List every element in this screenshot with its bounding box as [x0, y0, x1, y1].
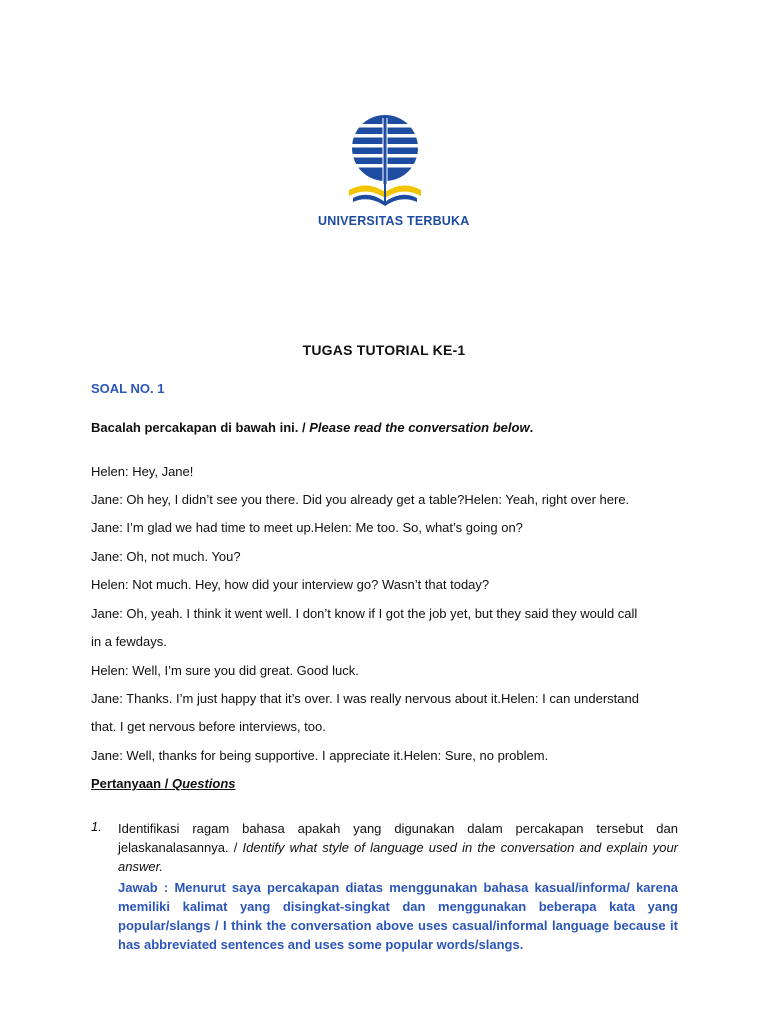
question-text-id: Identifikasi ragam bahasa apakah yang digunakan dalam percakapan tersebut dan jelaskanalasannya. / [118, 821, 678, 855]
question-text-en: Identify what style of language used in the conversation and explain your answer. [118, 840, 678, 874]
question-item-number: 1. [91, 819, 102, 834]
question-number-heading: SOAL NO. 1 [91, 381, 165, 396]
question-item-text [118, 819, 678, 876]
conversation-line: in a fewdays. [91, 634, 167, 649]
conversation-line: Jane: Thanks. I’m just happy that it’s over. I was really nervous about it.Helen: I can understand [91, 691, 639, 706]
conversation-line: Jane: Oh, yeah. I think it went well. I don’t know if I got the job yet, but they said they would call [91, 606, 638, 621]
instruction-id: Bacalah percakapan di bawah ini. / [91, 420, 306, 435]
conversation-line: Helen: Not much. Hey, how did your interview go? Wasn’t that today? [91, 577, 490, 592]
universitas-terbuka-logo-icon [345, 112, 425, 208]
instruction-en: Please read the conversation below [309, 420, 530, 435]
answer-text: Jawab : Menurut saya percakapan diatas menggunakan bahasa kasual/informa/ karena memiliki kalimat yang disingkat-singkat dan menggunakan beberapa kata yang popular/slangs / I think the conversation above uses casual/informal language because it has abbreviated sentences and uses some popular words/slangs. [118, 880, 678, 952]
questions-heading [91, 776, 236, 791]
conversation-line: Jane: Oh, not much. You? [91, 549, 241, 564]
conversation-line: that. I get nervous before interviews, too. [91, 719, 326, 734]
questions-heading-id: Pertanyaan / [91, 776, 169, 791]
university-logo [318, 112, 470, 228]
questions-heading-en: Questions [171, 776, 236, 791]
conversation-line: Helen: Hey, Jane! [91, 464, 194, 479]
instruction [91, 420, 533, 435]
university-name: UNIVERSITAS TERBUKA [318, 214, 470, 228]
conversation-line: Jane: I’m glad we had time to meet up.Helen: Me too. So, what’s going on? [91, 520, 523, 535]
page-title: TUGAS TUTORIAL KE-1 [302, 342, 466, 358]
instruction-suffix: . [529, 420, 534, 435]
conversation-line: Jane: Oh hey, I didn’t see you there. Did you already get a table?Helen: Yeah, right over here. [91, 492, 630, 507]
conversation-line: Helen: Well, I’m sure you did great. Good luck. [91, 663, 359, 678]
conversation-line: Jane: Well, thanks for being supportive. I appreciate it.Helen: Sure, no problem. [91, 748, 549, 763]
